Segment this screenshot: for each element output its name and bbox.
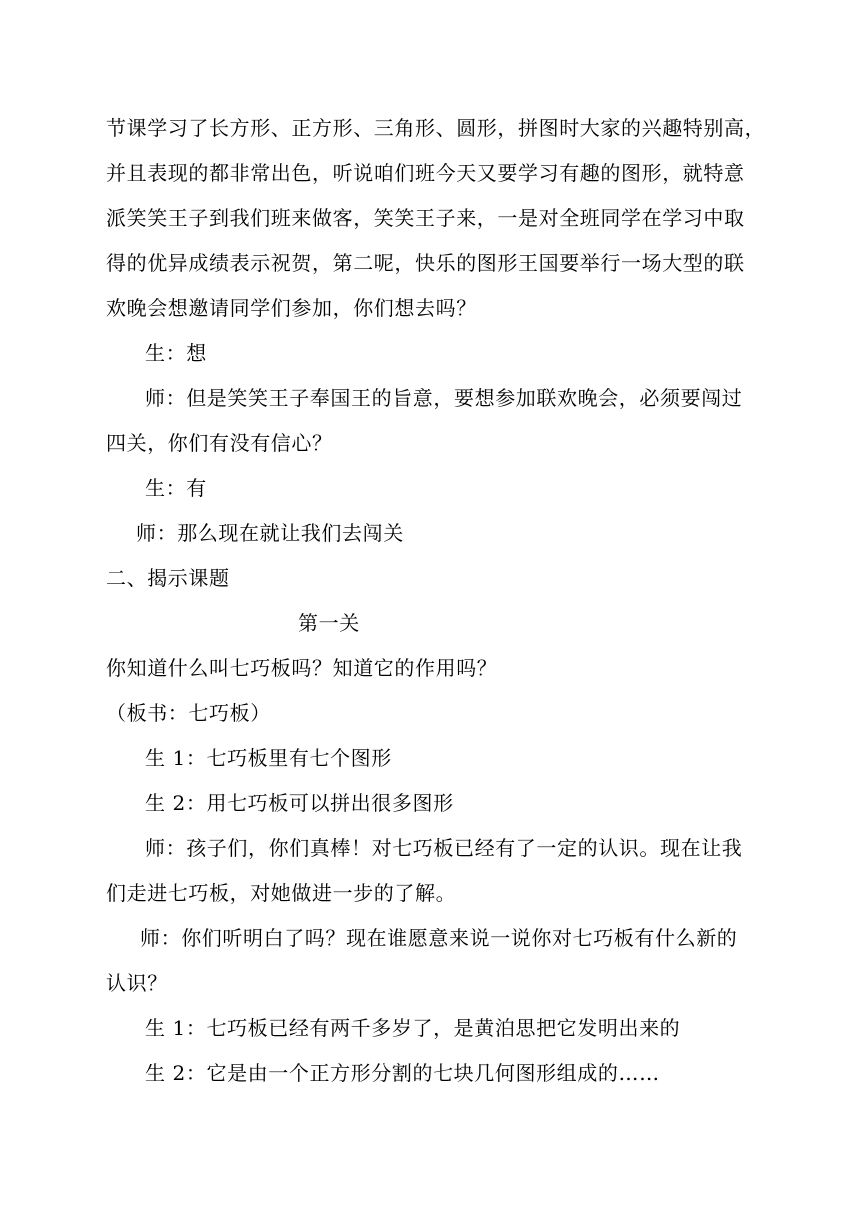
text-line: 师：那么现在就让我们去闯关 [136,521,404,545]
subheading: 第一关 [298,611,360,635]
text-line: 你知道什么叫七巧板吗？知道它的作用吗？ [106,656,498,680]
text-line: 欢晚会想邀请同学们参加，你们想去吗？ [106,296,477,320]
text-line: 生 2：它是由一个正方形分割的七块几何图形组成的…… [145,1061,660,1085]
text-line: 生 1：七巧板里有七个图形 [145,746,392,770]
text-line: 得的优异成绩表示祝贺，第二呢，快乐的图形王国要举行一场大型的联 [106,251,745,275]
text-line: 四关，你们有没有信心？ [106,431,333,455]
text-line: （板书：七巧板） [106,701,271,725]
text-line: 认识？ [106,971,168,995]
text-line: 并且表现的都非常出色，听说咱们班今天又要学习有趣的图形，就特意 [106,161,745,185]
text-line: 师：你们听明白了吗？现在谁愿意来说一说你对七巧板有什么新的 [140,926,738,950]
text-line: 节课学习了长方形、正方形、三角形、圆形，拼图时大家的兴趣特别高， [106,116,766,140]
text-line: 师：孩子们，你们真棒！对七巧板已经有了一定的认识。现在让我 [145,836,743,860]
section-heading: 二、揭示课题 [106,566,230,590]
text-line: 派笑笑王子到我们班来做客，笑笑王子来，一是对全班同学在学习中取 [106,206,745,230]
text-line: 们走进七巧板，对她做进一步的了解。 [106,881,457,905]
text-line: 生 1：七巧板已经有两千多岁了，是黄泊思把它发明出来的 [145,1016,681,1040]
text-line: 生：有 [145,476,207,500]
text-line: 生：想 [145,341,207,365]
text-line: 师：但是笑笑王子奉国王的旨意，要想参加联欢晚会，必须要闯过 [145,386,743,410]
text-line: 生 2：用七巧板可以拼出很多图形 [145,791,454,815]
